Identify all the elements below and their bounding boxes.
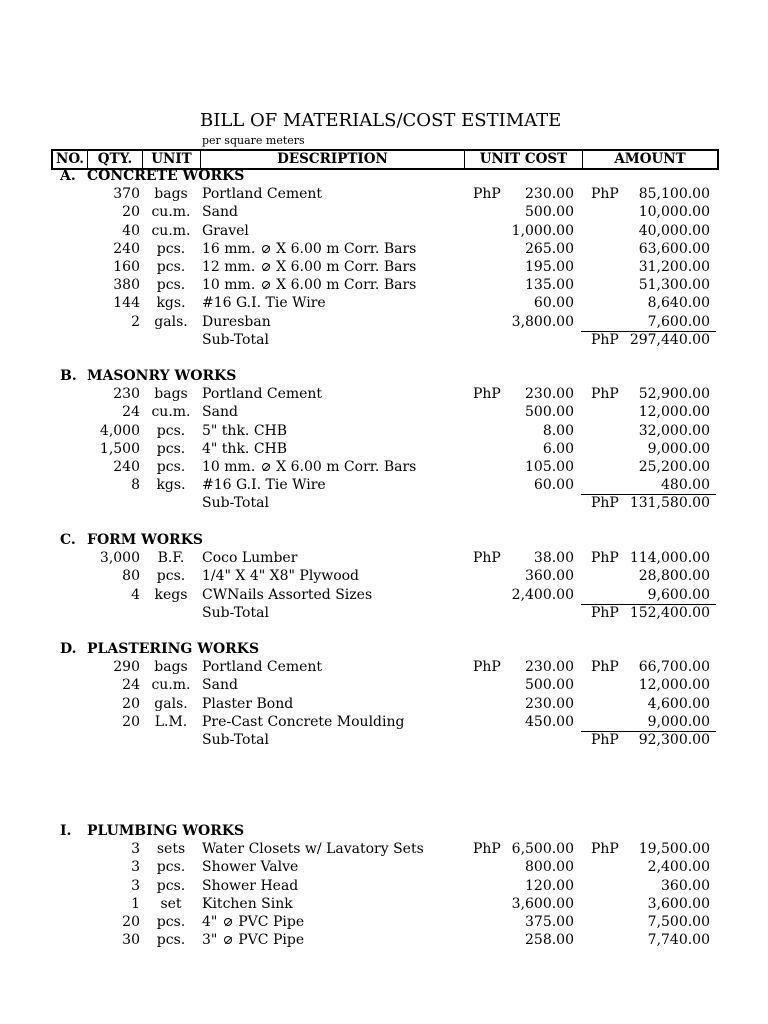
item-unit: bags: [154, 659, 188, 675]
item-qty: 20: [122, 914, 140, 930]
table-row: [0, 440, 768, 458]
item-description: Water Closets w/ Lavatory Sets: [202, 841, 424, 857]
currency-label: PhP: [591, 550, 619, 566]
item-unit-cost: 230.00: [525, 696, 574, 712]
subtotal-row: [0, 604, 768, 622]
subtotal-row: [0, 494, 768, 512]
item-unit: pcs.: [156, 423, 186, 439]
item-qty: 24: [122, 677, 140, 693]
item-amount: 31,200.00: [638, 259, 710, 275]
item-amount: 85,100.00: [638, 186, 710, 202]
item-description-size: 12 mm.: [202, 259, 256, 275]
header-amount: AMOUNT: [614, 151, 686, 167]
item-description: [202, 458, 416, 476]
item-qty: 3: [131, 841, 140, 857]
item-qty: 144: [113, 295, 140, 311]
item-qty: 80: [122, 568, 140, 584]
item-description: #16 G.I. Tie Wire: [202, 295, 326, 311]
subtotal-label: Sub-Total: [202, 495, 269, 511]
subtotal-amount: 131,580.00: [629, 495, 710, 511]
section-letter: D.: [60, 641, 77, 657]
item-description: Kitchen Sink: [202, 896, 293, 912]
table-row: [0, 676, 768, 694]
item-description: [202, 240, 416, 258]
item-unit-cost: 195.00: [525, 259, 574, 275]
item-amount: 40,000.00: [638, 223, 710, 239]
item-unit: gals.: [154, 696, 188, 712]
diameter-symbol-icon: [224, 936, 232, 944]
section-title: CONCRETE WORKS: [87, 168, 245, 184]
subtotal-row: [0, 331, 768, 349]
item-amount: 32,000.00: [638, 423, 710, 439]
item-description: 4" thk. CHB: [202, 441, 288, 457]
diameter-symbol-icon: [262, 245, 270, 253]
item-unit-cost: 230.00: [525, 659, 574, 675]
header-unit: UNIT: [151, 151, 192, 167]
section-header: [0, 367, 768, 385]
item-unit-cost: 60.00: [533, 477, 574, 493]
section-header: [0, 531, 768, 549]
item-unit: cu.m.: [151, 223, 191, 239]
table-row: [0, 695, 768, 713]
item-unit-cost: 135.00: [525, 277, 574, 293]
table-row: [0, 658, 768, 676]
item-description: Coco Lumber: [202, 550, 298, 566]
item-description-size: 10 mm.: [202, 277, 256, 293]
item-description: [202, 913, 304, 931]
item-qty: 20: [122, 696, 140, 712]
item-qty: 3: [131, 859, 140, 875]
item-unit: pcs.: [156, 568, 186, 584]
item-unit: pcs.: [156, 914, 186, 930]
item-amount: 8,640.00: [647, 295, 710, 311]
item-description-text: PVC Pipe: [238, 914, 305, 930]
currency-label: PhP: [473, 841, 501, 857]
item-description: Shower Valve: [202, 859, 299, 875]
item-unit: pcs.: [156, 277, 186, 293]
section-letter: I.: [60, 823, 72, 839]
item-description: CWNails Assorted Sizes: [202, 587, 373, 603]
item-unit-cost: 230.00: [525, 386, 574, 402]
subtotal-amount: 152,400.00: [629, 605, 710, 621]
item-qty: 290: [113, 659, 140, 675]
table-row: [0, 403, 768, 421]
item-unit: pcs.: [156, 441, 186, 457]
table-row: [0, 276, 768, 294]
diameter-symbol-icon: [262, 263, 270, 271]
table-row: [0, 258, 768, 276]
table-row: [0, 840, 768, 858]
item-unit: bags: [154, 186, 188, 202]
item-unit-cost: 8.00: [542, 423, 574, 439]
item-unit: kgs.: [156, 477, 186, 493]
table-row: [0, 877, 768, 895]
item-unit-cost: 800.00: [525, 859, 574, 875]
item-description: [202, 258, 416, 276]
item-description: Portland Cement: [202, 659, 323, 675]
section-header: [0, 822, 768, 840]
section-title: MASONRY WORKS: [87, 368, 237, 384]
item-unit-cost: 230.00: [525, 186, 574, 202]
item-description: [202, 276, 416, 294]
table-row: [0, 567, 768, 585]
section-title: PLUMBING WORKS: [87, 823, 245, 839]
item-qty: 3,000: [99, 550, 140, 566]
item-unit: cu.m.: [151, 204, 191, 220]
item-unit: pcs.: [156, 459, 186, 475]
item-unit-cost: 265.00: [525, 241, 574, 257]
item-unit-cost: 258.00: [525, 932, 574, 948]
item-unit-cost: 6.00: [542, 441, 574, 457]
item-description: #16 G.I. Tie Wire: [202, 477, 326, 493]
item-amount: 7,600.00: [647, 314, 710, 330]
item-description-text: PVC Pipe: [238, 932, 305, 948]
item-qty: 8: [131, 477, 140, 493]
header-qty: QTY.: [97, 151, 133, 167]
diameter-symbol-icon: [262, 281, 270, 289]
item-description-text: X 6.00 m Corr. Bars: [276, 241, 417, 257]
section-header: [0, 167, 768, 185]
item-description: Sand: [202, 677, 238, 693]
item-description-size: 4": [202, 914, 218, 930]
item-unit-cost: 105.00: [525, 459, 574, 475]
section-letter: B.: [60, 368, 77, 384]
table-row: [0, 185, 768, 203]
item-unit: pcs.: [156, 932, 186, 948]
item-amount: 9,600.00: [647, 587, 710, 603]
item-description-text: X 6.00 m Corr. Bars: [276, 459, 417, 475]
section-title: PLASTERING WORKS: [87, 641, 260, 657]
item-unit-cost: 3,800.00: [511, 314, 574, 330]
item-description: Sand: [202, 204, 238, 220]
diameter-symbol-icon: [262, 463, 270, 471]
item-unit-cost: 500.00: [525, 404, 574, 420]
table-row: [0, 222, 768, 240]
subtotal-row: [0, 731, 768, 749]
item-unit: pcs.: [156, 878, 186, 894]
table-row: [0, 240, 768, 258]
item-amount: 63,600.00: [638, 241, 710, 257]
item-amount: 9,000.00: [647, 441, 710, 457]
item-amount: 7,500.00: [647, 914, 710, 930]
item-qty: 370: [113, 186, 140, 202]
item-qty: 1,500: [99, 441, 140, 457]
page-subtitle: per square meters: [202, 134, 305, 147]
table-row: [0, 858, 768, 876]
item-description-size: 3": [202, 932, 218, 948]
item-amount: 12,000.00: [638, 404, 710, 420]
item-unit-cost: 375.00: [525, 914, 574, 930]
item-unit-cost: 38.00: [533, 550, 574, 566]
item-description: 1/4" X 4" X8" Plywood: [202, 568, 360, 584]
currency-label: PhP: [591, 841, 619, 857]
item-unit: set: [160, 896, 182, 912]
item-amount: 12,000.00: [638, 677, 710, 693]
item-unit: pcs.: [156, 859, 186, 875]
item-amount: 9,000.00: [647, 714, 710, 730]
header-description: DESCRIPTION: [277, 151, 388, 167]
item-unit-cost: 450.00: [525, 714, 574, 730]
item-unit: kgs.: [156, 295, 186, 311]
item-description-size: 16 mm.: [202, 241, 256, 257]
table-row: [0, 713, 768, 731]
table-row: [0, 385, 768, 403]
currency-label: PhP: [591, 495, 619, 511]
item-amount: 7,740.00: [647, 932, 710, 948]
item-amount: 3,600.00: [647, 896, 710, 912]
item-amount: 2,400.00: [647, 859, 710, 875]
item-amount: 51,300.00: [638, 277, 710, 293]
item-unit-cost: 2,400.00: [511, 587, 574, 603]
table-row: [0, 549, 768, 567]
item-qty: 160: [113, 259, 140, 275]
item-unit: pcs.: [156, 241, 186, 257]
table-row: [0, 313, 768, 331]
currency-label: PhP: [591, 732, 619, 748]
item-unit: cu.m.: [151, 677, 191, 693]
currency-label: PhP: [591, 186, 619, 202]
item-amount: 28,800.00: [638, 568, 710, 584]
table-row: [0, 203, 768, 221]
currency-label: PhP: [591, 659, 619, 675]
item-amount: 25,200.00: [638, 459, 710, 475]
section-letter: A.: [60, 168, 76, 184]
header-unit-cost: UNIT COST: [479, 151, 568, 167]
item-unit-cost: 120.00: [525, 878, 574, 894]
item-qty: 1: [131, 896, 140, 912]
item-unit: L.M.: [154, 714, 188, 730]
page-title: BILL OF MATERIALS/COST ESTIMATE: [200, 110, 562, 131]
table-row: [0, 422, 768, 440]
item-amount: 19,500.00: [638, 841, 710, 857]
table-row: [0, 913, 768, 931]
item-description: Gravel: [202, 223, 249, 239]
item-description: Portland Cement: [202, 186, 323, 202]
table-row: [0, 895, 768, 913]
item-unit: kegs: [154, 587, 188, 603]
item-unit-cost: 360.00: [525, 568, 574, 584]
item-qty: 30: [122, 932, 140, 948]
item-qty: 4: [131, 587, 140, 603]
item-unit: bags: [154, 386, 188, 402]
section-header: [0, 640, 768, 658]
section-letter: C.: [60, 532, 76, 548]
item-qty: 4,000: [99, 423, 140, 439]
item-unit: cu.m.: [151, 404, 191, 420]
currency-label: PhP: [591, 332, 619, 348]
subtotal-amount: 297,440.00: [629, 332, 710, 348]
item-description: Pre-Cast Concrete Moulding: [202, 714, 405, 730]
item-qty: 24: [122, 404, 140, 420]
currency-label: PhP: [473, 550, 501, 566]
diameter-symbol-icon: [224, 918, 232, 926]
section-title: FORM WORKS: [87, 532, 203, 548]
item-qty: 20: [122, 714, 140, 730]
item-amount: 360.00: [661, 878, 710, 894]
item-unit-cost: 60.00: [533, 295, 574, 311]
item-qty: 230: [113, 386, 140, 402]
table-row: [0, 476, 768, 494]
item-amount: 66,700.00: [638, 659, 710, 675]
subtotal-amount: 92,300.00: [638, 732, 710, 748]
item-description: Portland Cement: [202, 386, 323, 402]
item-description-text: X 6.00 m Corr. Bars: [276, 277, 417, 293]
item-qty: 40: [122, 223, 140, 239]
item-amount: 52,900.00: [638, 386, 710, 402]
item-unit-cost: 3,600.00: [511, 896, 574, 912]
item-qty: 2: [131, 314, 140, 330]
item-amount: 480.00: [661, 477, 710, 493]
item-unit-cost: 500.00: [525, 204, 574, 220]
item-qty: 240: [113, 241, 140, 257]
item-qty: 20: [122, 204, 140, 220]
item-qty: 3: [131, 878, 140, 894]
table-row: [0, 586, 768, 604]
item-qty: 240: [113, 459, 140, 475]
currency-label: PhP: [473, 386, 501, 402]
currency-label: PhP: [591, 605, 619, 621]
item-description: Sand: [202, 404, 238, 420]
item-unit: pcs.: [156, 259, 186, 275]
item-unit: gals.: [154, 314, 188, 330]
item-unit-cost: 500.00: [525, 677, 574, 693]
table-row: [0, 931, 768, 949]
item-amount: 4,600.00: [647, 696, 710, 712]
item-qty: 380: [113, 277, 140, 293]
item-description: Plaster Bond: [202, 696, 294, 712]
item-amount: 10,000.00: [638, 204, 710, 220]
table-row: [0, 458, 768, 476]
table-row: [0, 294, 768, 312]
header-no: NO.: [55, 151, 84, 167]
item-description: [202, 931, 304, 949]
currency-label: PhP: [591, 386, 619, 402]
subtotal-label: Sub-Total: [202, 732, 269, 748]
item-unit: sets: [156, 841, 186, 857]
currency-label: PhP: [473, 659, 501, 675]
currency-label: PhP: [473, 186, 501, 202]
item-description-size: 10 mm.: [202, 459, 256, 475]
subtotal-label: Sub-Total: [202, 605, 269, 621]
item-description: Duresban: [202, 314, 271, 330]
item-unit-cost: 1,000.00: [511, 223, 574, 239]
item-amount: 114,000.00: [629, 550, 710, 566]
subtotal-label: Sub-Total: [202, 332, 269, 348]
item-unit-cost: 6,500.00: [511, 841, 574, 857]
item-description: Shower Head: [202, 878, 299, 894]
item-description: 5" thk. CHB: [202, 423, 288, 439]
item-unit: B.F.: [157, 550, 185, 566]
item-description-text: X 6.00 m Corr. Bars: [276, 259, 417, 275]
